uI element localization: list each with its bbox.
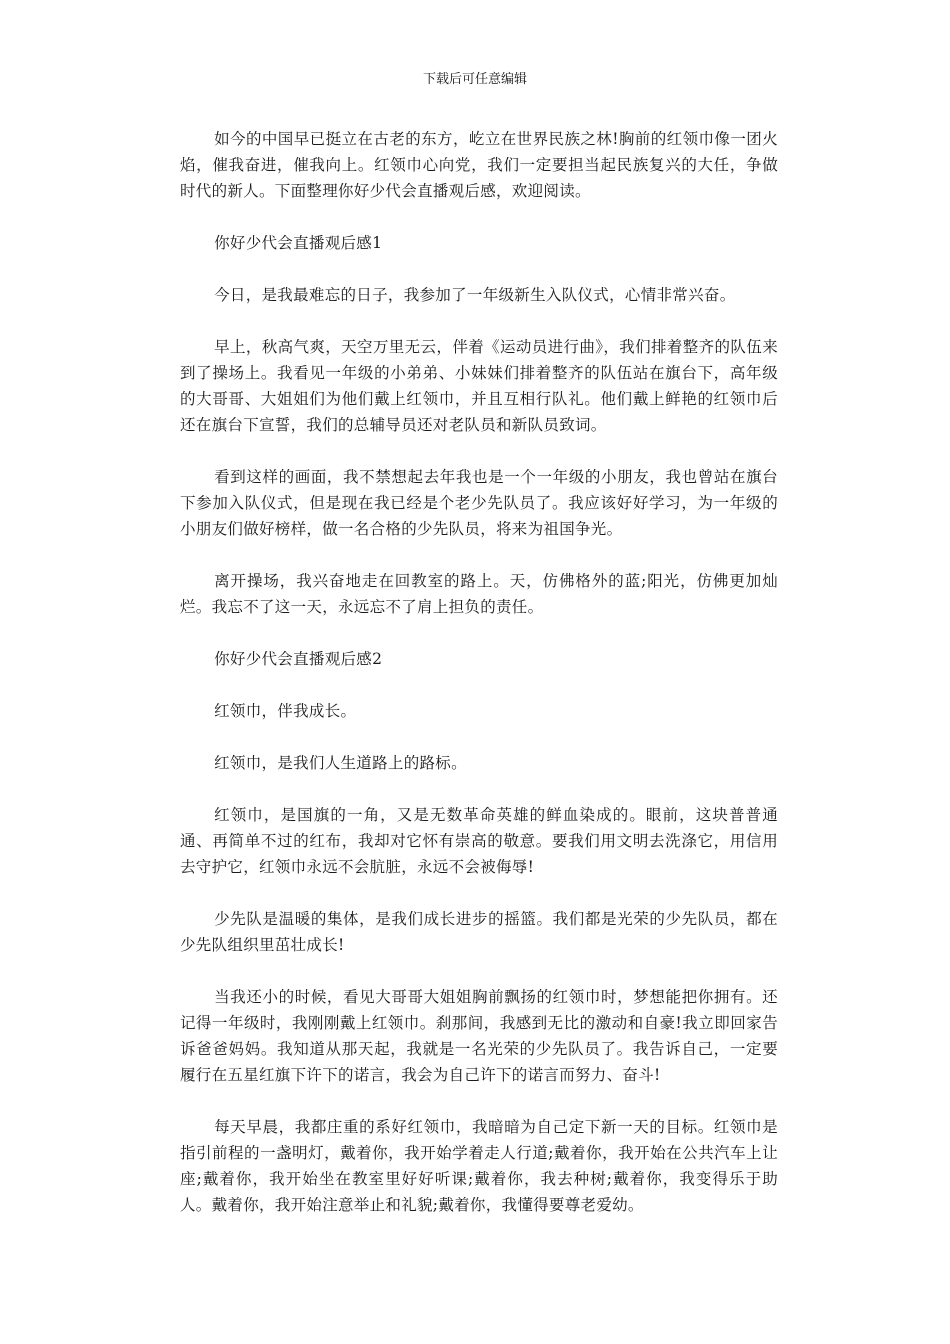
section-heading-2: 你好少代会直播观后感2 — [214, 650, 383, 668]
page-header-note: 下载后可任意编辑 — [422, 72, 527, 87]
intro-paragraph: 如今的中国早已挺立在古老的东方，屹立在世界民族之林!胸前的红领巾像一团火焰，催我奋进，催我向上。红领巾心向党，我们一定要担当起民族复兴的大任，争做时代的新人。下面整理你好少代会直播观后感，欢迎阅读。 — [180, 130, 778, 200]
paragraph: 红领巾，伴我成长。 — [214, 702, 357, 720]
section-heading-1: 你好少代会直播观后感1 — [214, 234, 383, 252]
document-body — [180, 126, 778, 1244]
paragraph: 离开操场，我兴奋地走在回教室的路上。天，仿佛格外的蓝;阳光，仿佛更加灿烂。我忘不了这一天，永远忘不了肩上担负的责任。 — [180, 572, 778, 616]
paragraph: 红领巾，是我们人生道路上的路标。 — [214, 754, 467, 772]
paragraph: 少先队是温暖的集体，是我们成长进步的摇篮。我们都是光荣的少先队员，都在少先队组织里茁壮成长! — [180, 910, 778, 954]
paragraph: 每天早晨，我都庄重的系好红领巾，我暗暗为自己定下新一天的目标。红领巾是指引前程的一盏明灯，戴着你，我开始学着走人行道;戴着你，我开始在公共汽车上让座;戴着你，我开始坐在教室里好好听课;戴着你，我去种树;戴着你，我变得乐于助人。戴着你，我开始注意举止和礼貌;戴着你，我懂得要尊老爱幼。 — [180, 1118, 778, 1214]
paragraph: 早上，秋高气爽，天空万里无云，伴着《运动员进行曲》，我们排着整齐的队伍来到了操场上。我看见一年级的小弟弟、小妹妹们排着整齐的队伍站在旗台下，高年级的大哥哥、大姐姐们为他们戴上红领巾，并且互相行队礼。他们戴上鲜艳的红领巾后还在旗台下宣誓，我们的总辅导员还对老队员和新队员致词。 — [180, 338, 778, 434]
paragraph: 看到这样的画面，我不禁想起去年我也是一个一年级的小朋友，我也曾站在旗台下参加入队仪式，但是现在我已经是个老少先队员了。我应该好好学习，为一年级的小朋友们做好榜样，做一名合格的少先队员，将来为祖国争光。 — [180, 468, 778, 538]
paragraph: 当我还小的时候，看见大哥哥大姐姐胸前飘扬的红领巾时，梦想能把你拥有。还记得一年级时，我刚刚戴上红领巾。刹那间，我感到无比的激动和自豪!我立即回家告诉爸爸妈妈。我知道从那天起，我就是一名光荣的少先队员了。我告诉自己，一定要履行在五星红旗下许下的诺言，我会为自己许下的诺言而努力、奋斗! — [180, 988, 778, 1084]
paragraph: 红领巾，是国旗的一角，又是无数革命英雄的鲜血染成的。眼前，这块普普通通、再简单不过的红布，我却对它怀有崇高的敬意。要我们用文明去洗涤它，用信用去守护它，红领巾永远不会肮脏，永远不会被侮辱! — [180, 806, 778, 876]
paragraph: 今日，是我最难忘的日子，我参加了一年级新生入队仪式，心情非常兴奋。 — [214, 286, 736, 304]
